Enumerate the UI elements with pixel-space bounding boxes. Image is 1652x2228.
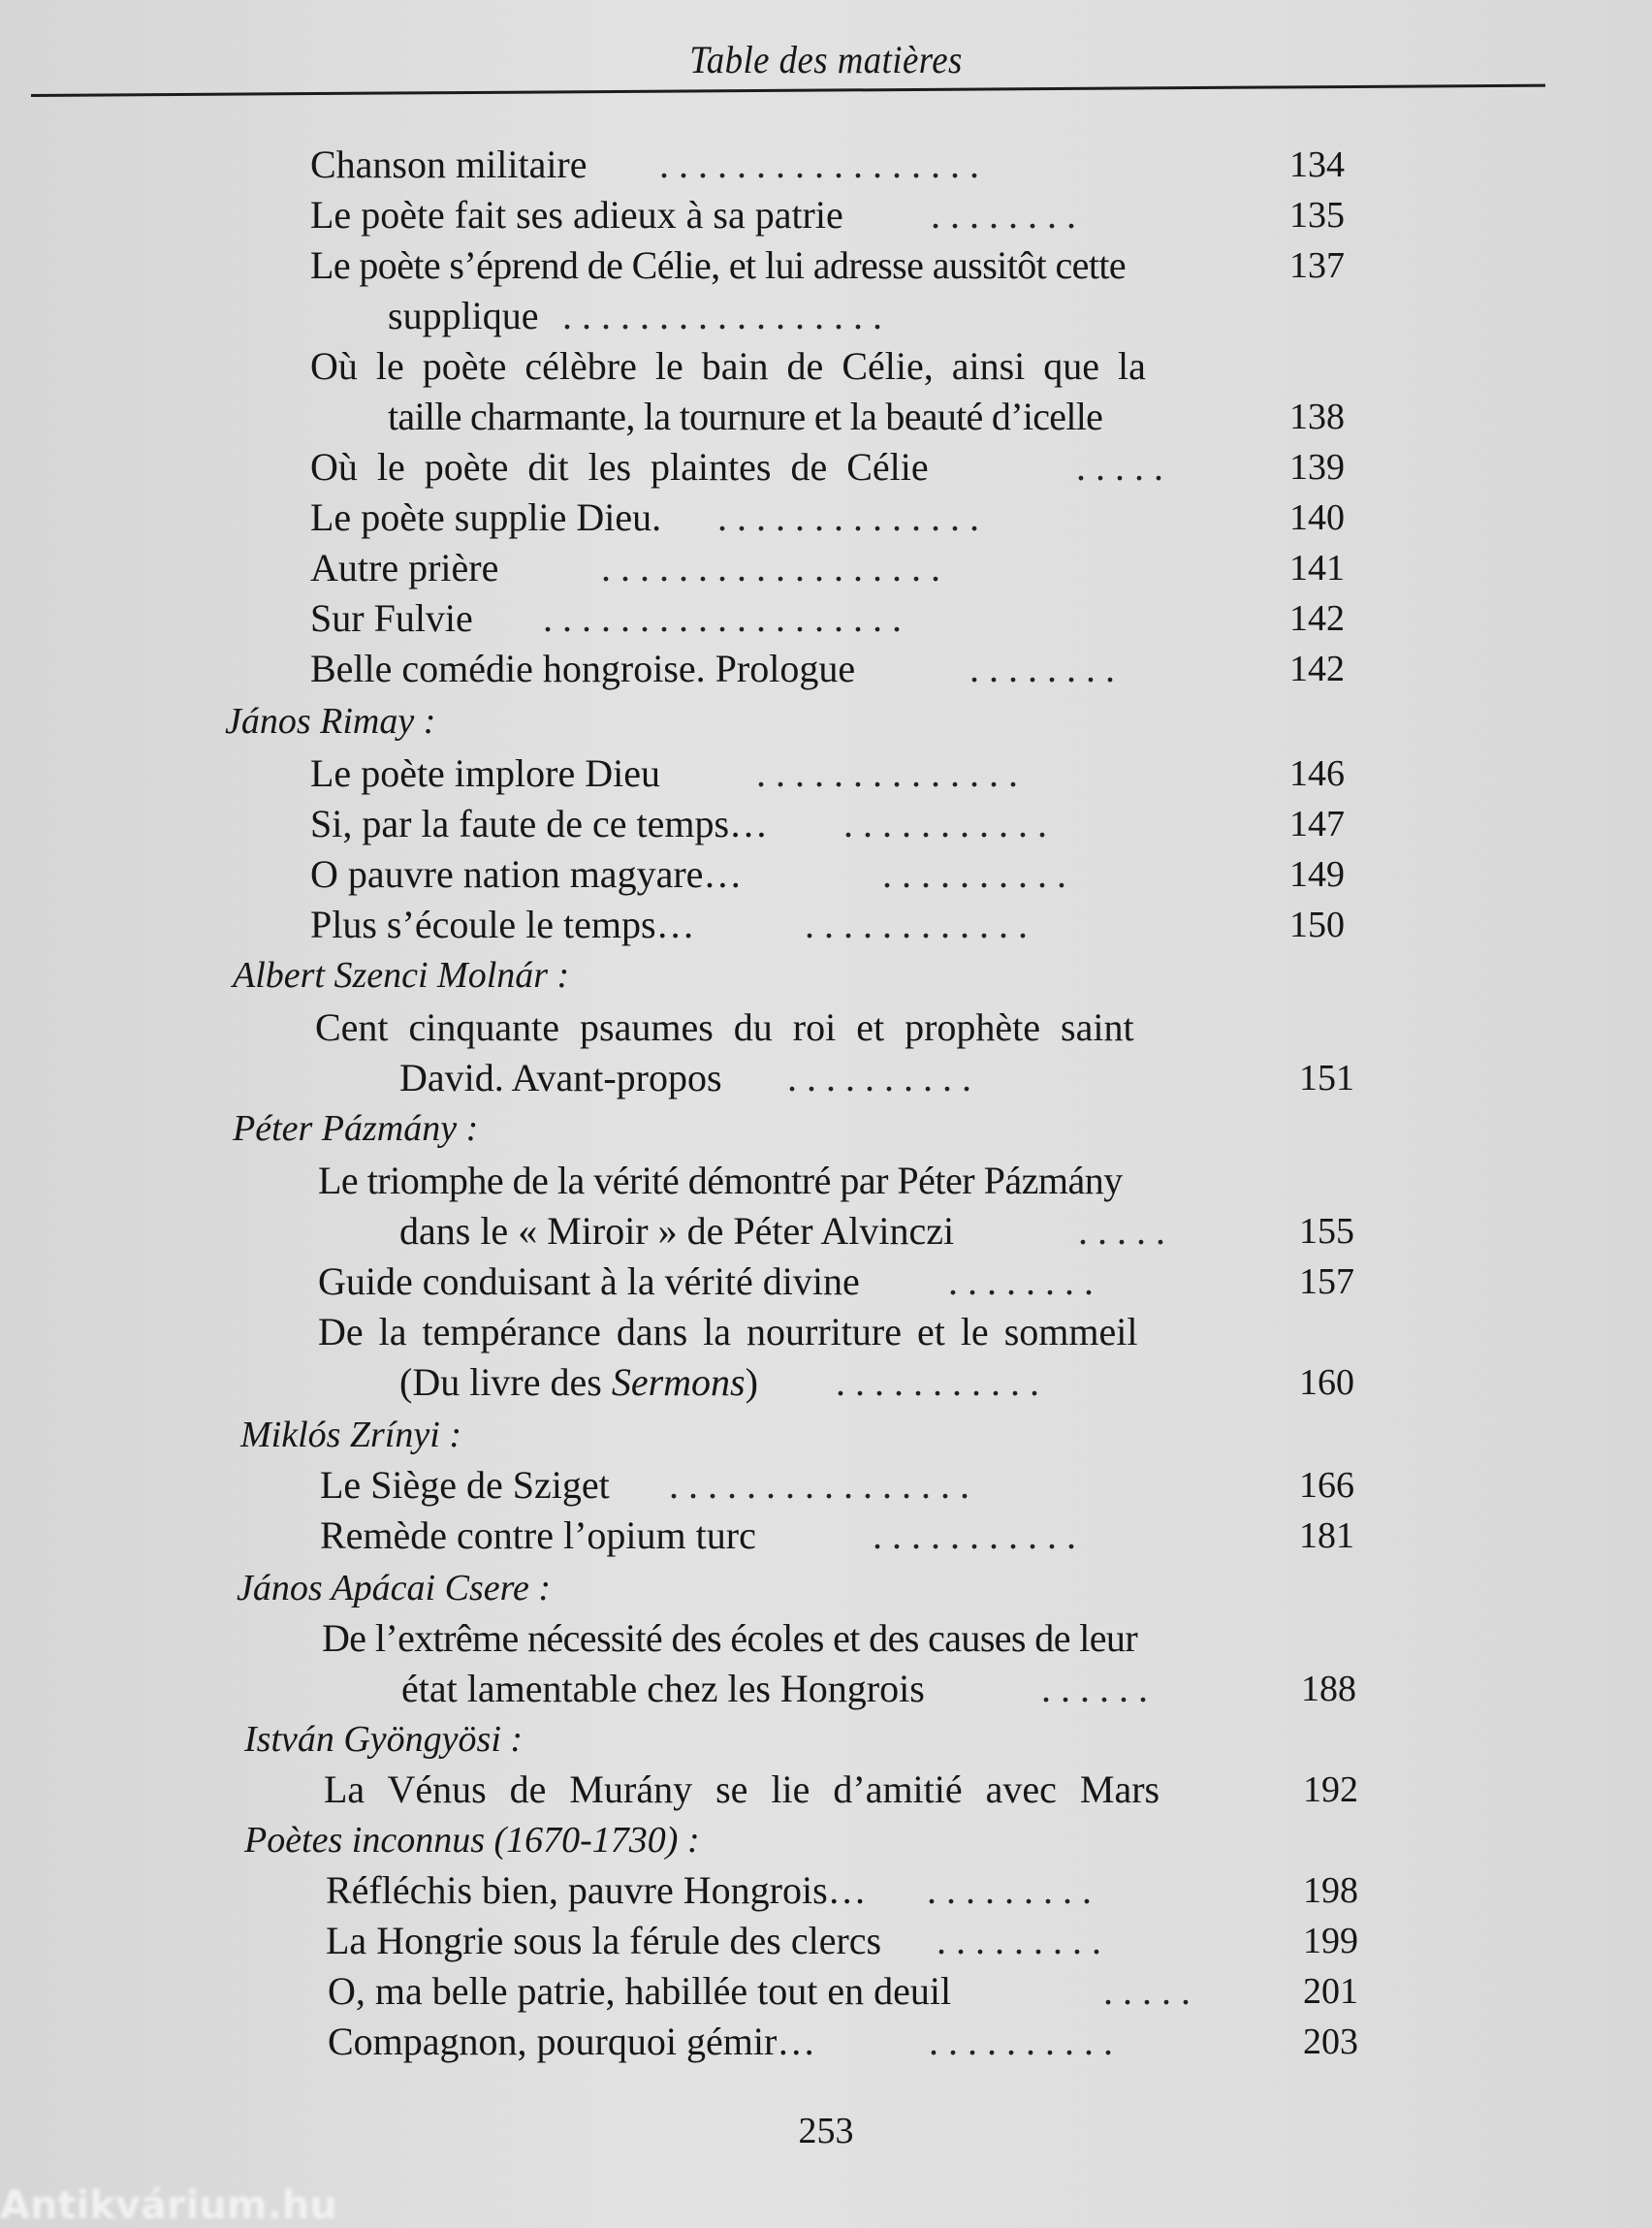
entry-page: 149 bbox=[1289, 854, 1345, 895]
toc-entry-continuation[interactable] bbox=[399, 1057, 1369, 1099]
entry-title: La Hongrie sous la férule des clercs bbox=[326, 1919, 882, 1962]
author-heading bbox=[233, 954, 1202, 997]
toc-entry[interactable] bbox=[310, 345, 1357, 388]
toc-entry[interactable] bbox=[326, 1920, 1373, 1962]
leader-dots: . . . . . . . . bbox=[931, 193, 1076, 237]
toc-entry[interactable] bbox=[310, 904, 1357, 946]
toc-entry[interactable] bbox=[320, 1464, 1367, 1507]
leader-dots: . . . . . . . . . . . . . . . . . bbox=[659, 143, 979, 186]
leader-dots: . . . . . bbox=[1076, 445, 1163, 489]
entry-title: Où le poète dit les plaintes de Célie bbox=[310, 445, 929, 489]
author-name: Miklós Zrínyi : bbox=[240, 1415, 461, 1455]
entry-title: La Vénus de Murány se lie d’amitié avec Mars bbox=[324, 1767, 1160, 1811]
author-name: Albert Szenci Molnár : bbox=[233, 955, 570, 996]
entry-page: 141 bbox=[1289, 548, 1345, 589]
leader-dots: . . . . . . . . . . bbox=[929, 2020, 1113, 2063]
toc-entry[interactable] bbox=[328, 2021, 1375, 2063]
toc-entry[interactable] bbox=[320, 1514, 1367, 1557]
entry-title: David. Avant-propos bbox=[399, 1056, 722, 1099]
entry-page: 166 bbox=[1299, 1465, 1354, 1506]
leader-dots: . . . . . . bbox=[1041, 1667, 1148, 1710]
header-rule bbox=[31, 84, 1545, 97]
entry-page: 146 bbox=[1289, 753, 1345, 794]
toc-entry[interactable] bbox=[310, 244, 1357, 287]
leader-dots: . . . . . . . . . . . . bbox=[805, 903, 1028, 946]
toc-entry[interactable] bbox=[322, 1617, 1369, 1660]
toc-entry[interactable] bbox=[310, 446, 1357, 489]
entry-title: Sur Fulvie bbox=[310, 596, 473, 640]
leader-dots: . . . . . . . . . . bbox=[787, 1056, 971, 1099]
entry-title: Le poète supplie Dieu. bbox=[310, 495, 662, 539]
leader-dots: . . . . . . . . . bbox=[927, 1868, 1092, 1912]
entry-title: Si, par la faute de ce temps… bbox=[310, 802, 769, 845]
entry-title: (Du livre des Sermons) bbox=[399, 1360, 758, 1404]
leader-dots: . . . . . bbox=[1103, 1969, 1191, 2013]
entry-page: 201 bbox=[1303, 1971, 1358, 2012]
entry-title: taille charmante, la tournure et la beauté d’icelle bbox=[388, 395, 1103, 438]
toc-entry-continuation[interactable] bbox=[399, 1361, 1369, 1404]
toc-entry[interactable] bbox=[328, 1970, 1375, 2013]
toc-entry[interactable] bbox=[310, 547, 1357, 589]
entry-page: 198 bbox=[1303, 1870, 1358, 1911]
toc-entry[interactable] bbox=[310, 803, 1357, 845]
author-name: István Gyöngyösi : bbox=[244, 1719, 524, 1760]
running-header: Table des matières bbox=[689, 38, 963, 81]
entry-page: 134 bbox=[1289, 144, 1345, 185]
author-name: Péter Pázmány : bbox=[233, 1108, 479, 1149]
author-name: Poètes inconnus (1670-1730) : bbox=[244, 1820, 700, 1861]
entry-page: 203 bbox=[1303, 2021, 1358, 2062]
author-name: János Apácai Csere : bbox=[237, 1568, 552, 1608]
entry-title: De la tempérance dans la nourriture et le sommeil bbox=[318, 1310, 1138, 1353]
entry-title: Cent cinquante psaumes du roi et prophète saint bbox=[315, 1005, 1134, 1049]
leader-dots: . . . . . bbox=[1078, 1209, 1165, 1253]
toc-entry-continuation[interactable] bbox=[388, 295, 1357, 337]
entry-page: 138 bbox=[1289, 397, 1345, 437]
leader-dots: . . . . . . . . . . . bbox=[836, 1360, 1039, 1404]
entry-page: 155 bbox=[1299, 1211, 1354, 1252]
toc-entry[interactable] bbox=[310, 648, 1357, 690]
entry-page: 135 bbox=[1289, 195, 1345, 236]
entry-page: 157 bbox=[1299, 1261, 1354, 1302]
watermark: Antikvárium.hu bbox=[0, 2183, 337, 2228]
toc-entry[interactable] bbox=[318, 1260, 1365, 1303]
entry-title: Le triomphe de la vérité démontré par Péter Pázmány bbox=[318, 1159, 1123, 1202]
entry-title: Le Siège de Sziget bbox=[320, 1463, 610, 1507]
entry-page: 147 bbox=[1289, 804, 1345, 844]
toc-entry[interactable] bbox=[310, 143, 1357, 186]
entry-title: Où le poète célèbre le bain de Célie, ainsi que la bbox=[310, 344, 1146, 388]
italic-work-title: Sermons bbox=[611, 1360, 746, 1404]
author-heading bbox=[237, 1567, 1206, 1609]
entry-page: 142 bbox=[1289, 649, 1345, 689]
entry-title: Plus s’écoule le temps… bbox=[310, 903, 695, 946]
entry-title: Autre prière bbox=[310, 546, 499, 589]
author-heading bbox=[225, 700, 1194, 743]
toc-entry[interactable] bbox=[318, 1160, 1365, 1202]
entry-title: O, ma belle patrie, habillée tout en deuil bbox=[328, 1969, 952, 2013]
leader-dots: . . . . . . . . . . bbox=[882, 852, 1066, 896]
entry-page: 139 bbox=[1289, 447, 1345, 488]
leader-dots: . . . . . . . . . . . . . . . . . bbox=[562, 294, 882, 337]
author-heading bbox=[244, 1819, 1214, 1862]
entry-title: Belle comédie hongroise. Prologue bbox=[310, 647, 856, 690]
entry-page: 160 bbox=[1299, 1362, 1354, 1403]
entry-title: Chanson militaire bbox=[310, 143, 588, 186]
toc-entry[interactable] bbox=[310, 853, 1357, 896]
entry-page: 151 bbox=[1299, 1058, 1354, 1098]
entry-title: Le poète implore Dieu bbox=[310, 751, 660, 795]
leader-dots: . . . . . . . . . . . bbox=[873, 1513, 1076, 1557]
toc-entry[interactable] bbox=[324, 1768, 1371, 1811]
author-name: János Rimay : bbox=[225, 701, 436, 742]
leader-dots: . . . . . . . . bbox=[969, 647, 1115, 690]
entry-page: 188 bbox=[1301, 1669, 1356, 1709]
entry-page: 137 bbox=[1289, 245, 1345, 286]
toc-entry[interactable] bbox=[310, 496, 1357, 539]
entry-title: Le poète fait ses adieux à sa patrie bbox=[310, 193, 843, 237]
entry-page: 150 bbox=[1289, 905, 1345, 945]
toc-entry[interactable] bbox=[310, 194, 1357, 237]
page-number: 253 bbox=[798, 2111, 854, 2151]
toc-entry-continuation[interactable] bbox=[399, 1210, 1369, 1253]
author-heading bbox=[240, 1414, 1210, 1456]
toc-entry-continuation[interactable] bbox=[401, 1668, 1371, 1710]
entry-title: De l’extrême nécessité des écoles et des causes de leur bbox=[322, 1616, 1138, 1660]
entry-title: Remède contre l’opium turc bbox=[320, 1513, 756, 1557]
toc-entry[interactable] bbox=[318, 1311, 1365, 1353]
author-heading bbox=[244, 1718, 1214, 1761]
toc-entry[interactable] bbox=[310, 597, 1357, 640]
entry-title: Réfléchis bien, pauvre Hongrois… bbox=[326, 1868, 867, 1912]
entry-title: état lamentable chez les Hongrois bbox=[401, 1667, 925, 1710]
entry-page: 181 bbox=[1299, 1515, 1354, 1556]
entry-page: 199 bbox=[1303, 1921, 1358, 1961]
entry-title: Le poète s’éprend de Célie, et lui adresse aussitôt cette bbox=[310, 243, 1127, 287]
leader-dots: . . . . . . . . . . . . . . . . . . . bbox=[543, 596, 902, 640]
entry-page: 140 bbox=[1289, 497, 1345, 538]
leader-dots: . . . . . . . . . . . . . . . . bbox=[669, 1463, 969, 1507]
toc-entry[interactable] bbox=[315, 1006, 1362, 1049]
leader-dots: . . . . . . . . . . . . . . bbox=[717, 495, 979, 539]
author-heading bbox=[233, 1107, 1202, 1150]
entry-title: Guide conduisant à la vérité divine bbox=[318, 1259, 860, 1303]
entry-title: dans le « Miroir » de Péter Alvinczi bbox=[399, 1209, 955, 1253]
entry-title: supplique bbox=[388, 294, 539, 337]
leader-dots: . . . . . . . . . . . . . . bbox=[756, 751, 1018, 795]
toc-entry[interactable] bbox=[326, 1869, 1373, 1912]
entry-page: 142 bbox=[1289, 598, 1345, 639]
entry-title: O pauvre nation magyare… bbox=[310, 852, 743, 896]
entry-title: Compagnon, pourquoi gémir… bbox=[328, 2020, 816, 2063]
leader-dots: . . . . . . . . . . . bbox=[843, 802, 1047, 845]
leader-dots: . . . . . . . . . . . . . . . . . . bbox=[601, 546, 940, 589]
leader-dots: . . . . . . . . bbox=[948, 1259, 1094, 1303]
toc-entry[interactable] bbox=[310, 752, 1357, 795]
entry-page: 192 bbox=[1303, 1769, 1358, 1810]
toc-entry-continuation[interactable] bbox=[388, 396, 1357, 438]
leader-dots: . . . . . . . . . bbox=[937, 1919, 1101, 1962]
